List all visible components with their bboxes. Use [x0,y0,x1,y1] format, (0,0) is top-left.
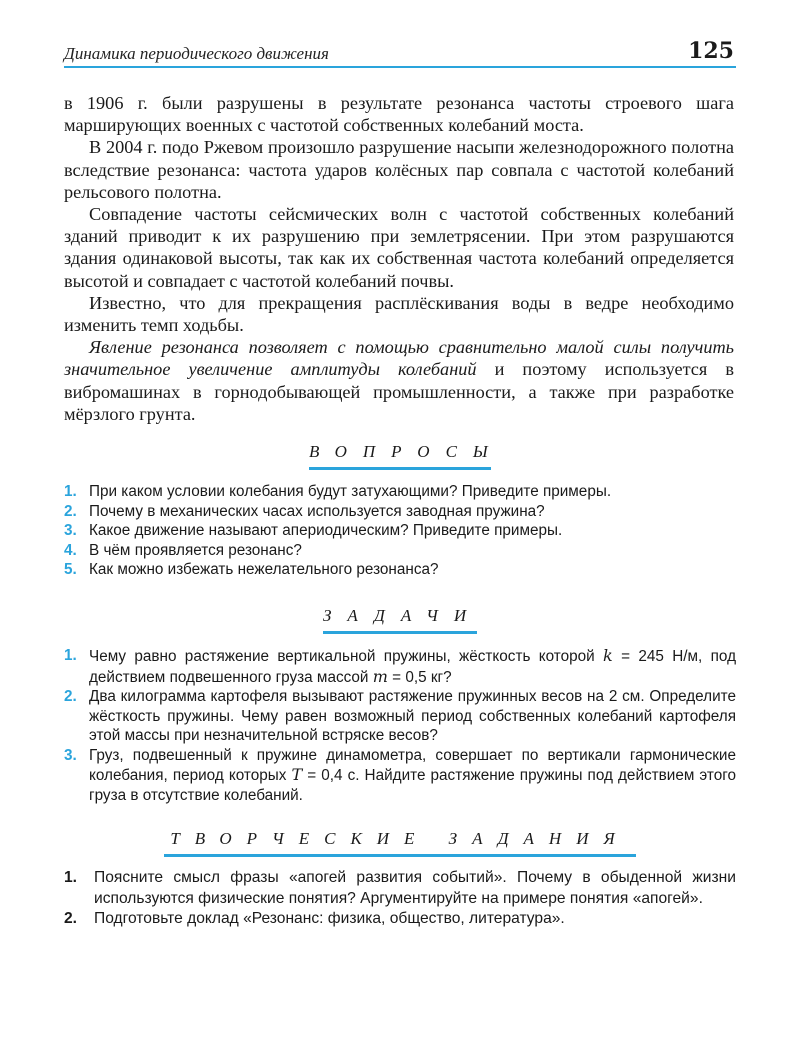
list-item [64,909,736,930]
tasks-rule [323,631,477,634]
item-text: = 0,5 кг? [387,668,452,686]
item-number: 1. [64,647,77,664]
item-text: Груз, подвешенный к пружине динамометра, совершает по вертикали гармонические колебания, период которых [89,746,736,784]
emphasis-text: Явление резонанса позволяет с помощью сравнительно малой силы получить значительное увеличение амплитуды колебаний [64,337,734,380]
item-text: Подготовьте доклад «Резонанс: физика, общество, литература». [94,910,565,927]
item-text: Как можно избежать нежелательного резонанса? [89,561,439,578]
variable-k: k [603,646,613,665]
item-text: Почему в механических часах используется заводная пружина? [89,502,545,520]
item-number: 3. [64,522,77,539]
paragraph [64,336,734,425]
running-head [64,38,734,68]
questions-list [64,482,736,580]
body-text [64,92,734,425]
list-item [64,541,736,561]
item-text: Поясните смысл фразы «апогей развития событий». Почему в обыденной жизни используются физические понятия? Аргументируйте на примере понятия «апогей». [94,869,736,907]
creative-heading [164,829,636,857]
creative-title: ТВОРЧЕСКИЕ ЗАДАНИЯ [170,829,630,848]
list-item [64,746,736,806]
item-number: 2. [64,502,77,520]
list-item [64,646,736,687]
list-item [64,687,736,746]
paragraph: в 1906 г. были разрушены в результате резонанса частоты строевого шага марширующих военных с частотой собственных колебаний моста. [64,93,734,136]
item-number: 4. [64,541,77,559]
tasks-heading [323,606,483,634]
paragraph: Известно, что для прекращения расплёскивания воды в ведре необходимо изменить темп ходьбы. [64,292,734,336]
item-number: 2. [64,688,77,705]
item-text: Два килограмма картофеля вызывают растяжение пружинных весов на 2 см. Определите жёсткость пружины. Чему равен возможный период собственных колебаний картофеля этой массы при незначительной встряске весов? [89,688,736,744]
paragraph: Совпадение частоты сейсмических волн с частотой собственных колебаний зданий приводит к их разрушению при землетрясении. При этом разрушаются здания одинаковой высоты, так как их собственная частота колебаний определяется высотой и совпадает с частотой колебаний почвы. [64,204,734,291]
paragraph-continuation: и поэтому используется в вибромашинах в горнодобывающей промышленности, а также при разработке мёрзлого грунта. [64,359,734,424]
tasks-list [64,646,736,805]
item-number: 2. [64,910,78,927]
page-number: 125 [688,38,734,64]
item-number: 3. [64,746,77,764]
questions-rule [309,467,491,470]
paragraph: В 2004 г. подо Ржевом произошло разрушение насыпи железнодорожного полотна вследствие резонанса: частота ударов колёсных пар совпала с частотой колебаний рельсового полотна. [64,137,734,202]
item-text: В чём проявляется резонанс? [89,541,302,559]
item-text: = 245 Н/м, под действием подвешенного груза массой [89,648,736,686]
list-item [64,482,736,502]
list-item [64,560,736,580]
list-item [64,502,736,522]
header-rule [64,66,736,68]
item-text: = 0,4 с. Найдите растяжение пружины под действием этого груза в отсутствие колебаний. [89,767,736,804]
creative-rule [164,854,636,857]
item-text: Какое движение называют апериодическим? Приведите примеры. [89,522,563,539]
list-item [64,868,736,909]
variable-m: m [372,666,388,686]
variable-t: T [291,765,303,784]
item-text: Чему равно растяжение вертикальной пружины, жёсткость которой [89,648,604,665]
questions-title: ВОПРОСЫ [309,442,504,461]
list-item [64,521,736,541]
tasks-title: ЗАДАЧИ [323,606,483,625]
item-number: 5. [64,561,77,578]
item-number: 1. [64,483,77,500]
item-text: При каком условии колебания будут затухающими? Приведите примеры. [89,483,612,500]
creative-list [64,868,736,930]
item-number: 1. [64,869,78,886]
running-title: Динамика периодического движения [64,44,329,63]
questions-heading [309,442,504,470]
